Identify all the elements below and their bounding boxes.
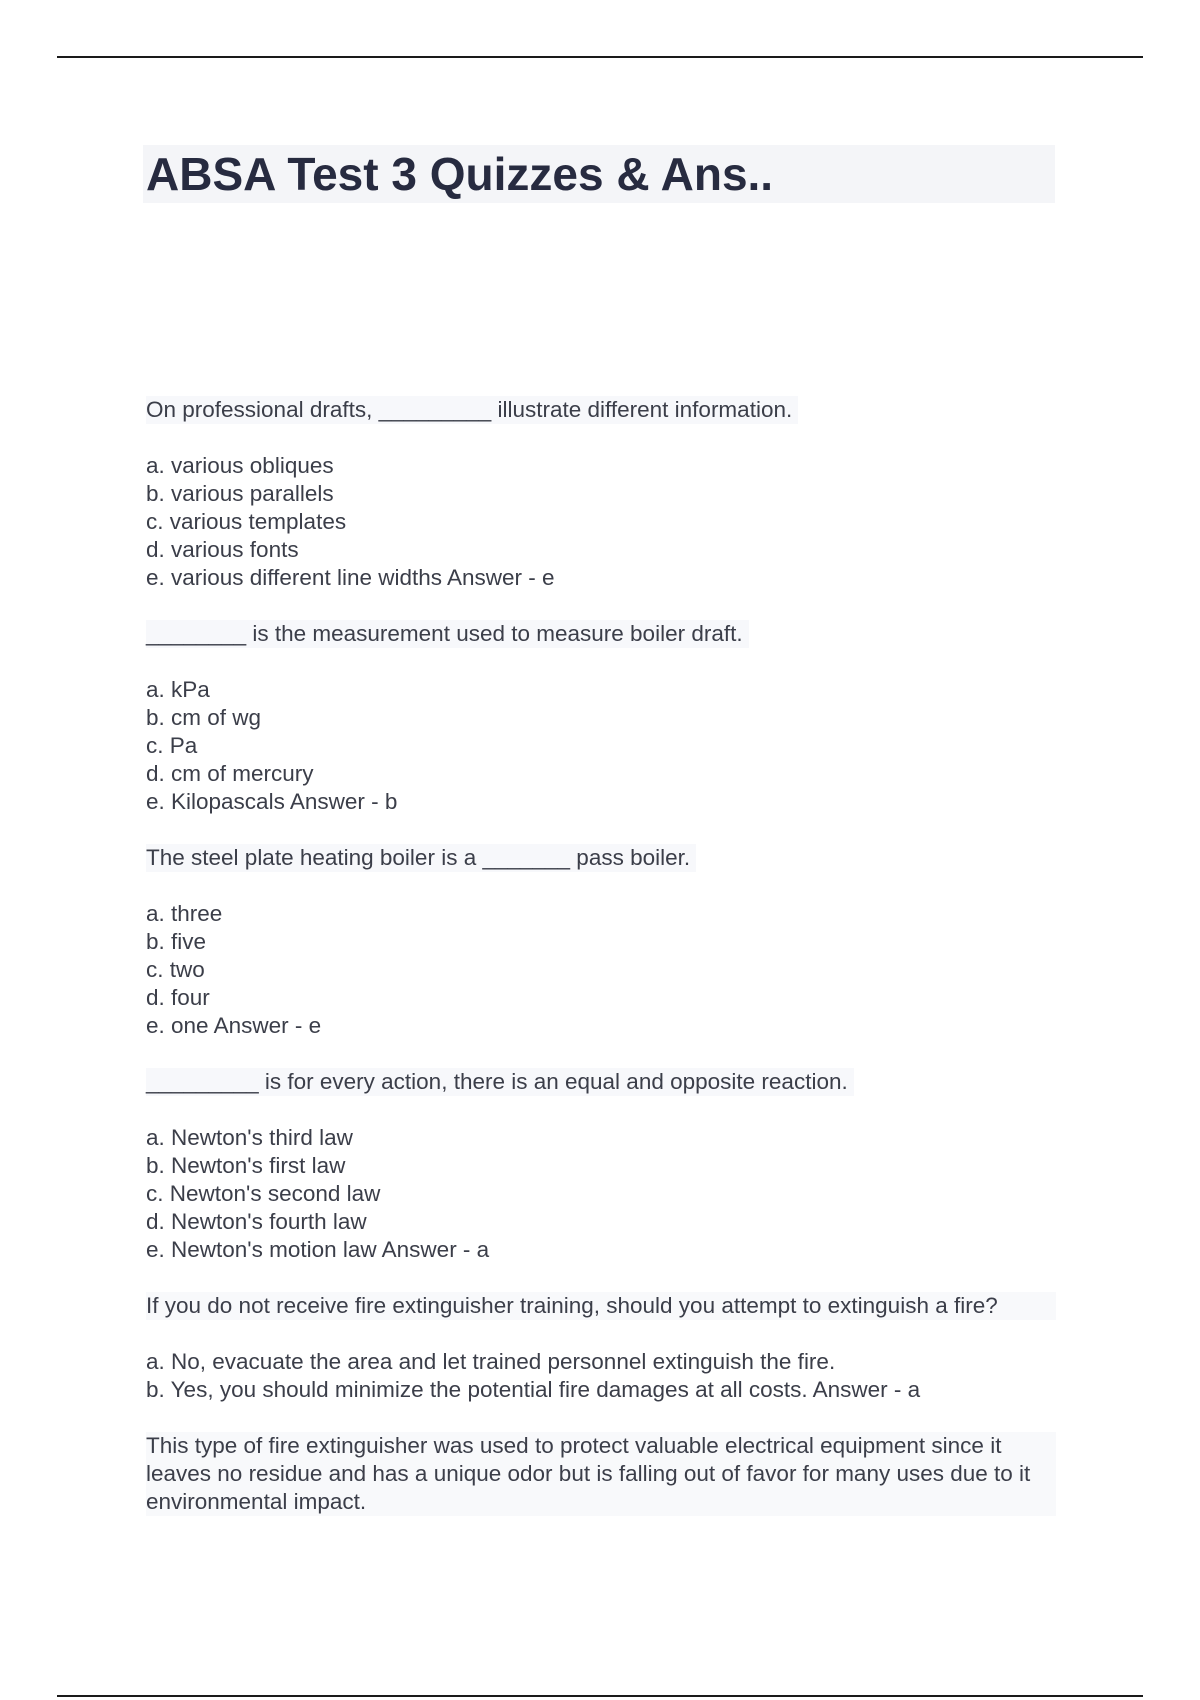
quiz-content — [146, 396, 1056, 1544]
option-item: a. Newton's third law — [146, 1125, 353, 1150]
option-item: e. Kilopascals Answer - b — [146, 789, 398, 814]
option-item: e. Newton's motion law Answer - a — [146, 1237, 490, 1262]
option-item: b. Newton's first law — [146, 1153, 346, 1178]
option-item: d. various fonts — [146, 537, 299, 562]
option-item: a. No, evacuate the area and let trained personnel extinguish the fire. — [146, 1349, 836, 1374]
option-item: a. kPa — [146, 677, 210, 702]
question-prompt: This type of fire extinguisher was used to protect valuable electrical equipment since it leaves no residue and has a unique odor but is falling out of favor for many uses due to it environmental impact. — [146, 1432, 1056, 1516]
option-item: b. various parallels — [146, 481, 334, 506]
option-item: a. three — [146, 901, 223, 926]
header-rule — [57, 56, 1143, 58]
option-item: b. cm of wg — [146, 705, 262, 730]
question-prompt: ________ is the measurement used to measure boiler draft. — [146, 620, 1056, 648]
option-list — [146, 676, 1056, 816]
question-prompt: If you do not receive fire extinguisher training, should you attempt to extinguish a fire? — [146, 1292, 1056, 1320]
question-prompt: On professional drafts, _________ illustrate different information. — [146, 396, 1056, 424]
option-item: c. two — [146, 957, 205, 982]
option-item: c. various templates — [146, 509, 347, 534]
option-item: d. Newton's fourth law — [146, 1209, 367, 1234]
option-item: e. one Answer - e — [146, 1013, 322, 1038]
option-item: a. various obliques — [146, 453, 334, 478]
footer-rule — [57, 1695, 1143, 1697]
option-item: c. Newton's second law — [146, 1181, 381, 1206]
option-list — [146, 1348, 1056, 1404]
option-list — [146, 452, 1056, 592]
document-title: ABSA Test 3 Quizzes & Ans.. — [146, 148, 774, 200]
option-list — [146, 900, 1056, 1040]
option-item: b. Yes, you should minimize the potential fire damages at all costs. Answer - a — [146, 1377, 921, 1402]
question-prompt: The steel plate heating boiler is a _______ pass boiler. — [146, 844, 1056, 872]
option-item: e. various different line widths Answer - e — [146, 565, 555, 590]
option-item: c. Pa — [146, 733, 198, 758]
option-item: d. cm of mercury — [146, 761, 314, 786]
option-item: d. four — [146, 985, 210, 1010]
option-item: b. five — [146, 929, 207, 954]
question-prompt: _________ is for every action, there is an equal and opposite reaction. — [146, 1068, 1056, 1096]
option-list — [146, 1124, 1056, 1264]
